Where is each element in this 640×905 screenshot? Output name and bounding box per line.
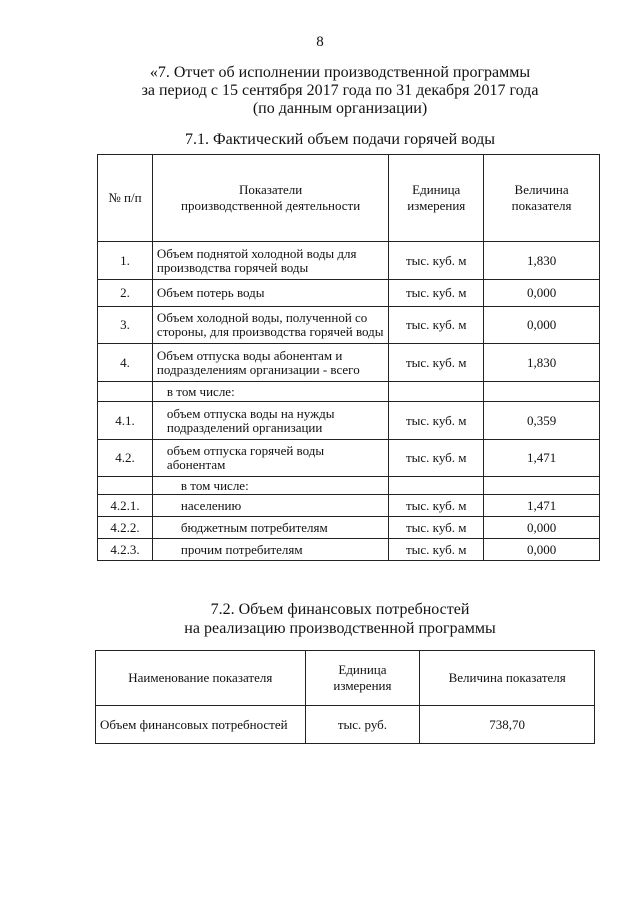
table-row: Объем финансовых потребностей тыс. руб. 738,70	[96, 706, 595, 744]
table-row: в том числе:	[98, 382, 600, 402]
header-unit: Единица измерения	[389, 155, 484, 242]
table-header-row	[98, 155, 600, 242]
financial-needs-table	[95, 650, 595, 744]
table-row: в том числе:	[98, 477, 600, 495]
header-value: Величина показателя	[420, 651, 595, 706]
table-row: 1. Объем поднятой холодной воды для производства горячей воды тыс. куб. м 1,830	[98, 242, 600, 280]
header-indicator-name: Наименование показателя	[96, 651, 306, 706]
heading-line-3: (по данным организации)	[252, 100, 428, 117]
table-row: 4.1. объем отпуска воды на нужды подразделений организации тыс. куб. м 0,359	[98, 402, 600, 440]
section-1-title: 7.1. Фактический объем подачи горячей воды	[184, 131, 496, 148]
table-row: 3. Объем холодной воды, полученной со стороны, для производства горячей воды тыс. куб. м 0,000	[98, 307, 600, 344]
table-row: 4.2. объем отпуска горячей воды абонентам тыс. куб. м 1,471	[98, 440, 600, 477]
header-no: № п/п	[98, 155, 153, 242]
table-row: 2. Объем потерь воды тыс. куб. м 0,000	[98, 280, 600, 307]
table-row: 4.2.1. населению тыс. куб. м 1,471	[98, 495, 600, 517]
header-unit: Единица измерения	[305, 651, 420, 706]
heading-line-1: «7. Отчет об исполнении производственной программы	[149, 64, 531, 81]
table-header-row	[96, 651, 595, 706]
hot-water-volume-table	[97, 154, 600, 561]
heading-line-2: за период с 15 сентября 2017 года по 31 декабря 2017 года	[141, 82, 539, 99]
table-row: 4.2.3. прочим потребителям тыс. куб. м 0,000	[98, 539, 600, 561]
header-value: Величина показателя	[484, 155, 600, 242]
header-indicator: Показатели производственной деятельности	[152, 155, 388, 242]
section-2-title: 7.2. Объем финансовых потребностей на реализацию производственной программы	[184, 601, 496, 637]
report-heading	[60, 64, 620, 118]
table-row: 4. Объем отпуска воды абонентам и подразделениям организации - всего тыс. куб. м 1,830	[98, 344, 600, 382]
table-row: 4.2.2. бюджетным потребителям тыс. куб. м 0,000	[98, 517, 600, 539]
page-number: 8	[316, 34, 324, 50]
